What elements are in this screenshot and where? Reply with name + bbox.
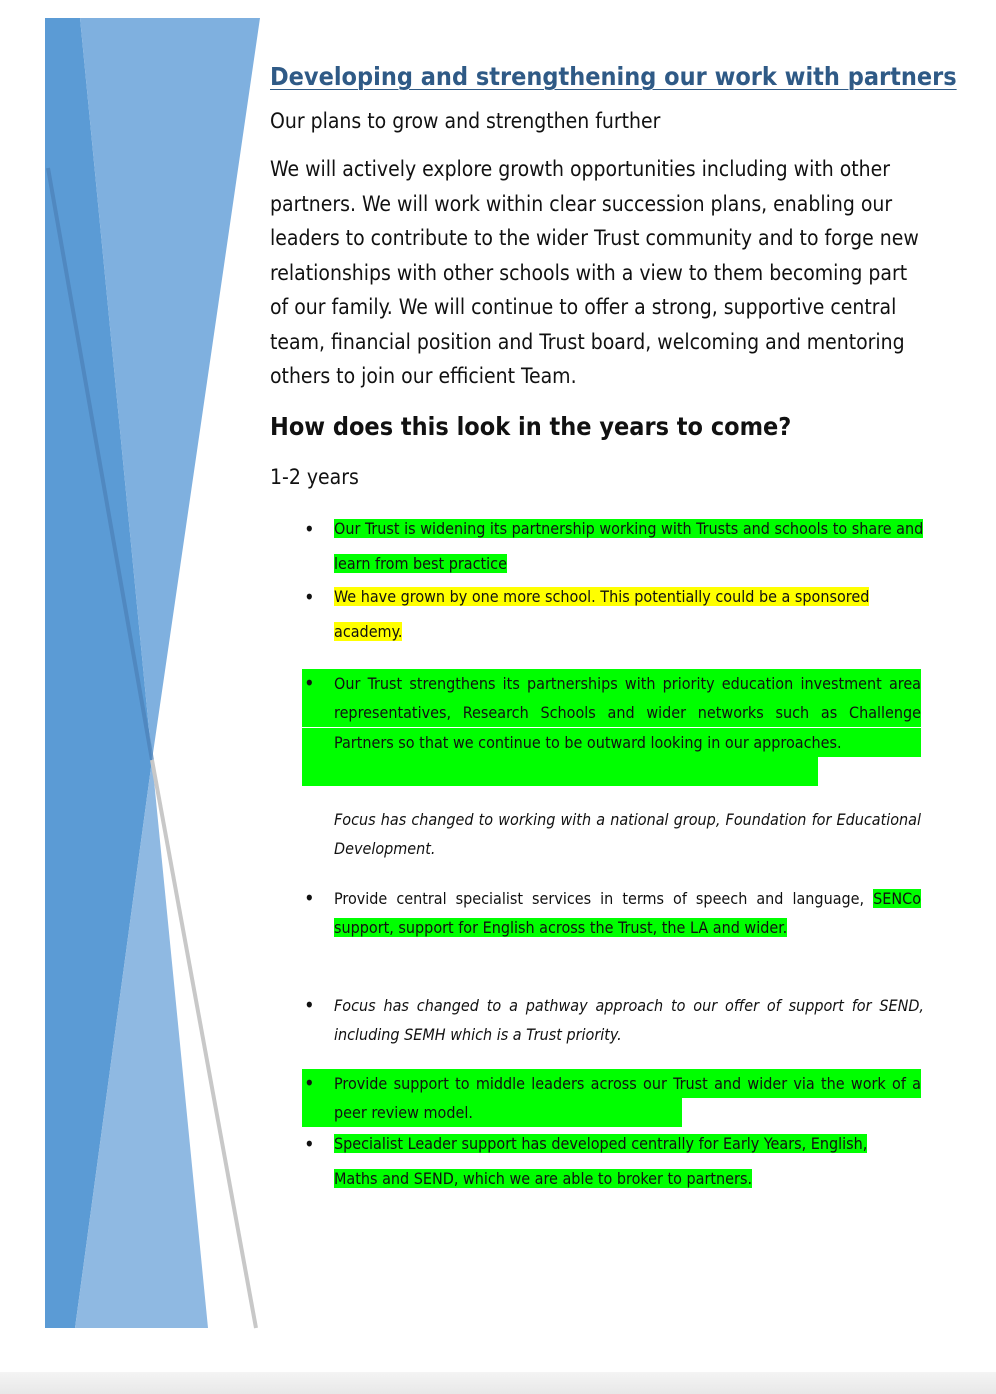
- list-item-text: Our Trust is widening its partnership working with Trusts and schools to share and learn from best practice: [334, 519, 924, 573]
- list-item-text: Our Trust strengthens its partnerships with priority education investment area representatives, Research Schools and wider networks such as Challenge Partners so that we continue to be outward looking in our approaches.: [334, 674, 921, 752]
- list-item: [304, 884, 921, 943]
- document-body: [270, 60, 957, 492]
- intro-paragraph: We will actively explore growth opportunities including with other partners. We will work within clear succession plans, enabling our leaders to contribute to the wider Trust community and to forge new relationships with other schools with a view to them becoming part of our family. We will continue to offer a strong, supportive central team, financial position and Trust board, welcoming and mentoring others to join our efficient Team.: [270, 157, 919, 388]
- period-label: 1-2 years: [270, 464, 359, 489]
- bullet-glyph: •: [304, 671, 315, 695]
- decorative-side-banner: [0, 0, 270, 1372]
- bullet-glyph: •: [304, 1071, 315, 1095]
- list-note: [334, 805, 921, 864]
- list-item-text: We have grown by one more school. This potentially could be a sponsored academy.: [334, 587, 870, 641]
- list-item: [304, 669, 921, 757]
- highlight-band: [302, 757, 818, 786]
- list-item: [304, 991, 924, 1050]
- section-question: How does this look in the years to come?: [270, 411, 792, 441]
- list-item-text: Provide central specialist services in terms of speech and language,: [334, 889, 865, 908]
- bullet-glyph: •: [304, 1132, 315, 1156]
- bullet-glyph: •: [304, 517, 315, 541]
- list-item: [304, 580, 926, 649]
- viewer-bottom-edge: [0, 1372, 996, 1394]
- list-item: [304, 1069, 921, 1128]
- list-item-highlighted-text: SENCo support, support for English across the Trust, the LA and wider.: [334, 889, 921, 938]
- bullet-glyph: •: [304, 993, 315, 1017]
- list-item-text: Provide support to middle leaders across our Trust and wider via the work of a peer review model.: [334, 1074, 921, 1123]
- list-item: [304, 512, 926, 581]
- subheading: Our plans to grow and strengthen further: [270, 109, 661, 133]
- list-item-text: Focus has changed to a pathway approach to our offer of support for SEND, including SEMH which is a Trust priority.: [334, 996, 924, 1045]
- bullet-glyph: •: [304, 585, 315, 609]
- section-heading-link[interactable]: Developing and strengthening our work with partners: [270, 62, 957, 91]
- list-note-text: Focus has changed to working with a national group, Foundation for Educational Development.: [334, 810, 921, 859]
- bullet-glyph: •: [304, 886, 315, 910]
- list-item-text: Specialist Leader support has developed centrally for Early Years, English, Maths and SEND, which we are able to broker to partners.: [334, 1134, 868, 1188]
- list-item: [304, 1127, 914, 1196]
